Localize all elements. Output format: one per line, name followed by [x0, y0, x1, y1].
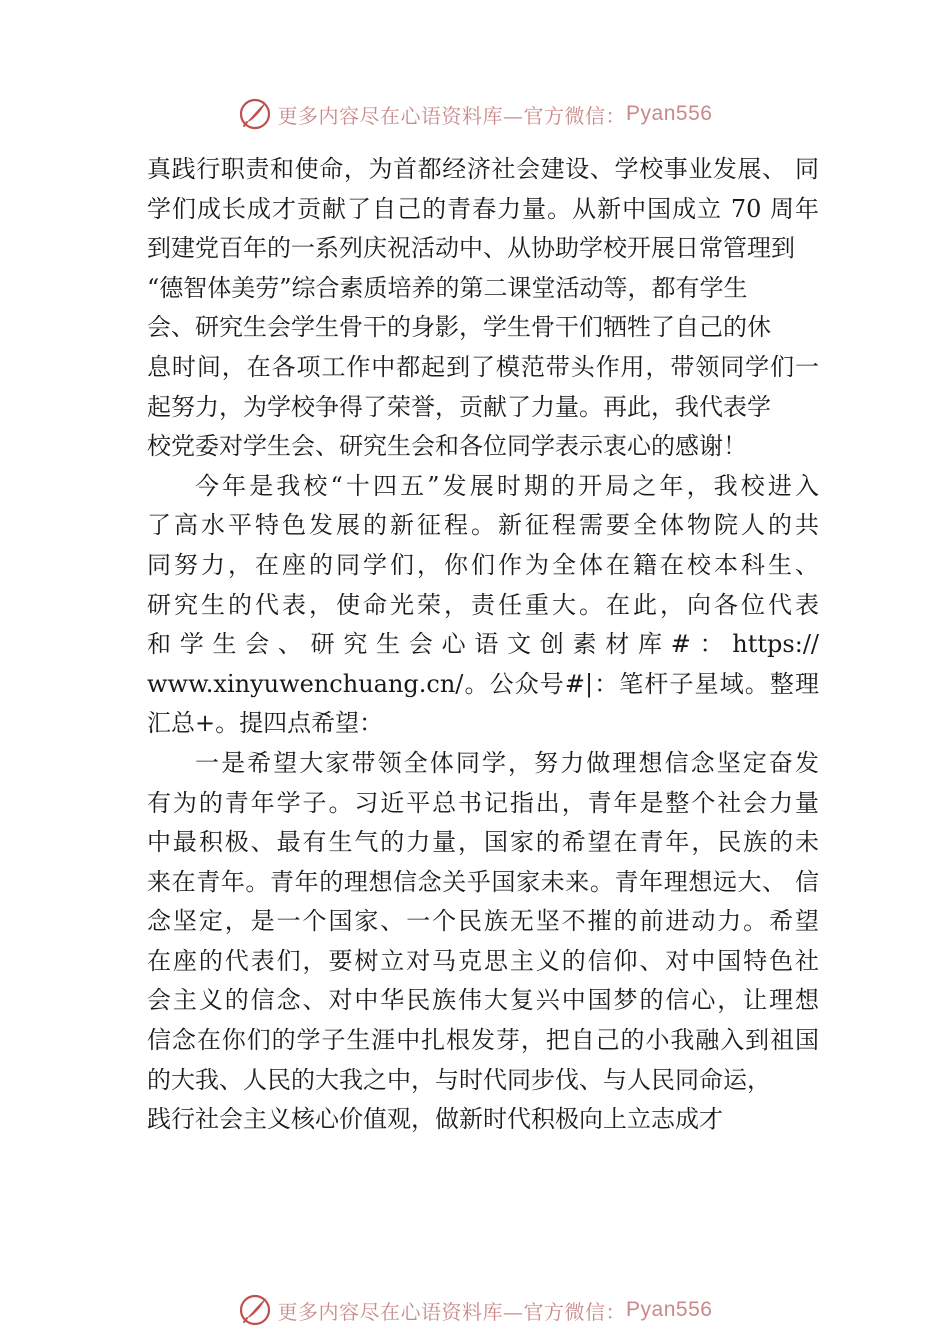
paragraph-first-line: 一是希望大家带领全体同学，努力做理想信念坚定奋发 — [195, 748, 819, 777]
paragraph-first-line: 今年是我校“十四五”发展时期的开局之年，我校进入 — [195, 471, 819, 500]
text-line: 中最积极、最有生气的力量，国家的希望在青年，民族的未 — [147, 828, 819, 857]
text-line: 起努力，为学校争得了荣誉，贡献了力量。再此，我代表学 — [147, 392, 771, 421]
text-line: 息时间，在各项工作中都起到了模范带头作用，带领同学们一 — [147, 352, 819, 381]
text-line: 来在青年。青年的理想信念关乎国家未来。青年理想远大、 信 — [147, 867, 819, 896]
text-line: 汇总+。提四点希望： — [147, 709, 384, 738]
quill-pen-icon — [238, 97, 272, 131]
text-line: 真践行职责和使命，为首都经济社会建设、学校事业发展、 同 — [147, 155, 819, 183]
text-line: 践行社会主义核心价值观，做新时代积极向上立志成才 — [147, 1105, 723, 1134]
text-line: www.xinyuwenchuang.cn/。公众号#|：笔杆子星域。整理 — [147, 669, 819, 698]
text-line: 会、研究生会学生骨干的身影，学生骨干们牺牲了自己的休 — [147, 313, 771, 342]
text-line: 的大我、人民的大我之中，与时代同步伐、与人民同命运， — [147, 1065, 771, 1094]
text-line: 有为的青年学子。习近平总书记指出，青年是整个社会力量 — [147, 788, 819, 817]
header-banner-wechat-id: Pyan556 — [626, 102, 713, 125]
footer-banner-text: 更多内容尽在心语资料库—官方微信： — [277, 1299, 627, 1324]
footer-banner — [0, 1290, 950, 1330]
footer-banner-wechat-id: Pyan556 — [626, 1298, 713, 1321]
text-line: 会主义的信念、对中华民族伟大复兴中国梦的信心，让理想 — [147, 986, 819, 1015]
text-line: 到建党百年的一系列庆祝活动中、从协助学校开展日常管理到 — [147, 234, 795, 263]
text-line: 在座的代表们，要树立对马克思主义的信仰、对中国特色社 — [147, 946, 819, 975]
text-line: 信念在你们的学子生涯中扎根发芽，把自己的小我融入到祖国 — [147, 1026, 819, 1055]
header-banner — [0, 94, 950, 134]
text-line: 校党委对学生会、研究生会和各位同学表示衷心的感谢！ — [147, 432, 747, 461]
text-line: 研究生的代表，使命光荣，责任重大。在此，向各位代表 — [147, 590, 819, 619]
text-line: “德智体美劳”综合素质培养的第二课堂活动等，都有学生 — [147, 273, 748, 302]
text-line: 学们成长成才贡献了自己的青春力量。从新中国成立 70 周年 — [147, 194, 819, 223]
text-line: 同努力，在座的同学们，你们作为全体在籍在校本科生、 — [147, 550, 819, 579]
text-line: 了高水平特色发展的新征程。新征程需要全体物院人的共 — [147, 511, 819, 540]
quill-pen-icon — [238, 1293, 272, 1327]
document-body — [147, 150, 819, 1140]
header-banner-text: 更多内容尽在心语资料库—官方微信： — [277, 103, 627, 128]
text-line: 念坚定，是一个国家、一个民族无坚不摧的前进动力。希望 — [147, 907, 819, 936]
text-line: 和学生会、研究生会心语文创素材库#：https:// — [147, 630, 819, 659]
